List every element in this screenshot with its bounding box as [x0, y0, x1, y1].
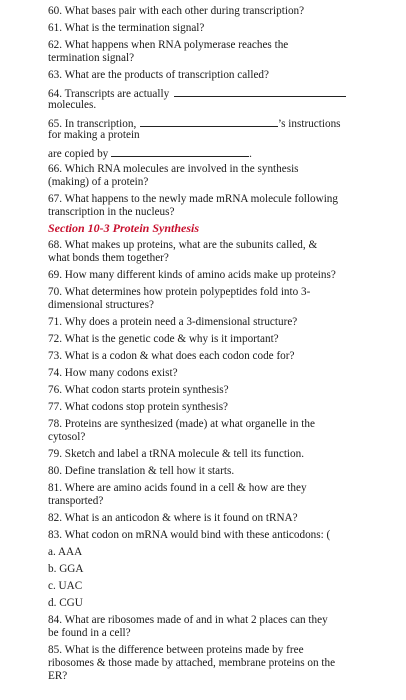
question-69: 69. How many different kinds of amino acids make up proteins? [48, 269, 336, 281]
question-66-cont: (making) of a protein? [48, 176, 149, 188]
question-85-cont: ribosomes & those made by attached, membrane proteins on the [48, 657, 336, 669]
question-66: 66. Which RNA molecules are involved in the synthesis [48, 163, 299, 175]
question-74: 74. How many codons exist? [48, 367, 178, 379]
question-62: 62. What happens when RNA polymerase reaches the [48, 39, 289, 51]
answer-blank-64[interactable] [174, 86, 346, 97]
section-heading: Section 10-3 Protein Synthesis [48, 221, 200, 235]
question-65-text2: are copied by [48, 148, 109, 160]
question-63: 63. What are the products of transcription called? [48, 69, 269, 81]
question-80: 80. Define translation & tell how it starts. [48, 465, 235, 477]
question-65-suffix: ’s instructions [278, 118, 341, 130]
question-68: 68. What makes up proteins, what are the subunits called, & [48, 239, 318, 251]
question-85-cont2: ER? [48, 670, 68, 682]
question-62-cont: termination signal? [48, 52, 135, 64]
question-64-cont: molecules. [48, 99, 97, 111]
question-81-cont: transported? [48, 495, 104, 507]
question-70-cont: dimensional structures? [48, 299, 154, 311]
question-83: 83. What codon on mRNA would bind with these anticodons: ( [48, 529, 331, 541]
question-61: 61. What is the termination signal? [48, 22, 205, 34]
question-83-b: b. GGA [48, 563, 84, 575]
question-79: 79. Sketch and label a tRNA molecule & tell its function. [48, 448, 305, 460]
answer-blank-65a[interactable] [140, 116, 278, 127]
question-65-period: . [249, 148, 252, 160]
question-67: 67. What happens to the newly made mRNA molecule following [48, 193, 338, 205]
question-65-cont: for making a protein [48, 129, 140, 141]
question-85: 85. What is the difference between proteins made by free [48, 644, 304, 656]
question-84-cont: be found in a cell? [48, 627, 131, 639]
question-65-text: 65. In transcription, [48, 118, 137, 130]
question-73: 73. What is a codon & what does each codon code for? [48, 350, 295, 362]
question-84: 84. What are ribosomes made of and in what 2 places can they [48, 614, 328, 626]
answer-blank-65b[interactable] [111, 146, 249, 157]
question-68-cont: what bonds them together? [48, 252, 169, 264]
question-60: 60. What bases pair with each other during transcription? [48, 5, 305, 17]
question-81: 81. Where are amino acids found in a cell & how are they [48, 482, 307, 494]
question-78: 78. Proteins are synthesized (made) at what organelle in the [48, 418, 315, 430]
question-83-c: c. UAC [48, 580, 83, 592]
question-64-text: 64. Transcripts are actually [48, 88, 170, 100]
question-77: 77. What codons stop protein synthesis? [48, 401, 229, 413]
question-83-d: d. CGU [48, 597, 83, 609]
question-67-cont: transcription in the nucleus? [48, 206, 175, 218]
question-65-line2 [48, 146, 398, 161]
question-76: 76. What codon starts protein synthesis? [48, 384, 229, 396]
question-83-a: a. AAA [48, 546, 83, 558]
question-71: 71. Why does a protein need a 3-dimensional structure? [48, 316, 298, 328]
question-70: 70. What determines how protein polypeptides fold into 3- [48, 286, 311, 298]
question-78-cont: cytosol? [48, 431, 86, 443]
question-72: 72. What is the genetic code & why is it important? [48, 333, 279, 345]
question-82: 82. What is an anticodon & where is it found on tRNA? [48, 512, 298, 524]
